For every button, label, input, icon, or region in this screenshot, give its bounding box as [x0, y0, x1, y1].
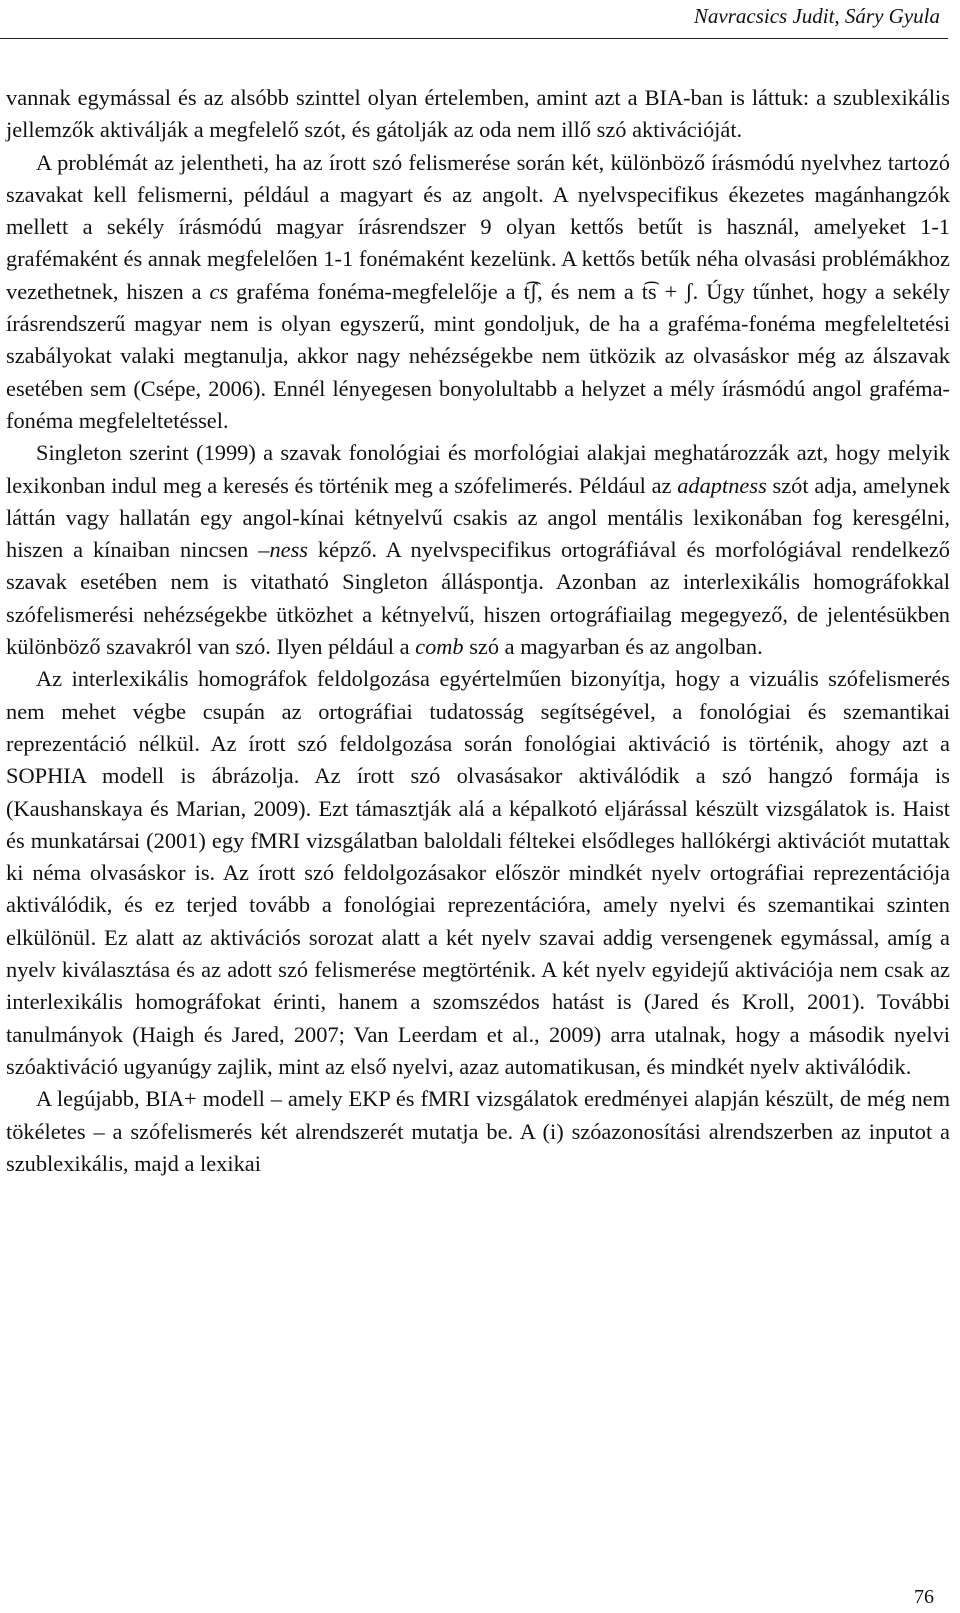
running-header [0, 0, 948, 39]
running-title: Navracsics Judit, Sáry Gyula [693, 4, 940, 28]
paragraph [6, 663, 950, 1083]
paragraph-text: képző. A nyelvspecifikus ortográfiával és morfológiával rendelkező szavak esetében nem is vitatható Singleton álláspontja. Azonban az interlexikális homográfokkal szófelismerési nehézségekbe ütközhet a kétnyelvű, hiszen ortográfiailag megegyező, de jelentésükben különböző szavakról van szó. Ilyen például a [6, 537, 950, 660]
paragraph-text: graféma fonéma-megfelelője a t͡ʃ, és nem a t͡s + ʃ. Úgy tűnhet, hogy a sekély írásrendszerű magyar nem is olyan egyszerű, mint gondoljuk, de ha a graféma-fonéma megfeleltetési szabályokat valaki megtanulja, akkor nagy nehézségekbe nem ütközik az olvasáskor még az álszavak esetében sem (Csépe, 2006). Ennél lényegesen bonyolultabb a helyzet a mély írásmódú angol graféma-fonéma megfeleltetéssel. [6, 278, 950, 433]
italic-term: cs [209, 278, 229, 304]
body-text [6, 82, 950, 1180]
page-number: 76 [914, 1586, 934, 1608]
paragraph-text: szót adja, amelynek láttán vagy hallatán egy angol-kínai kétnyelvű csakis az angol mentális lexikonában fog keresgélni, hiszen a kínaiban nincsen [6, 472, 950, 563]
paragraph-text: A problémát az jelentheti, ha az írott szó felismerése során két, különböző írásmódú nyelvhez tartozó szavakat kell felismerni, például a magyart és az angolt. A nyelvspecifikus ékezetes magánhangzók mellett a sekély írásmódú magyar írásrendszer 9 olyan kettős betűt is használ, amelyeket 1-1 grafémaként és annak megfelelően 1-1 fonémaként kezelünk. A kettős betűk néha olvasási problémákhoz vezethetnek, hiszen a [6, 149, 950, 304]
paragraph [6, 147, 950, 438]
paragraph-text: vannak egymással és az alsóbb szinttel olyan értelemben, amint azt a BIA-ban is láttuk: a szublexikális jellemzők aktiválják a megfelelő szót, és gátolják az oda nem illő szó aktivációját. [6, 85, 950, 143]
italic-term: comb [415, 634, 464, 660]
italic-term: adaptness [677, 472, 767, 498]
paragraph-text: szó a magyarban és az angolban. [463, 634, 763, 660]
italic-term: –ness [258, 537, 309, 563]
paragraph-text: Singleton szerint (1999) a szavak fonológiai és morfológiai alakjai meghatározzák azt, hogy melyik lexikonban indul meg a keresés és történik meg a szófelimerés. Például az [6, 440, 950, 498]
paragraph [6, 437, 950, 663]
paragraph-text: Az interlexikális homográfok feldolgozása egyértelműen bizonyítja, hogy a vizuális szófelismerés nem mehet végbe csupán az ortográfiai tudatosság segítségével, a fonológiai és szemantikai reprezentáció nélkül. Az írott szó feldolgozása során fonológiai aktiváció is történik, ahogy azt a SOPHIA modell is ábrázolja. Az írott szó olvasásakor aktiválódik a szó hangzó formája is (Kaushanskaya és Marian, 2009). Ezt támasztják alá a képalkotó eljárással készült vizsgálatok is. Haist és munkatársai (2001) egy fMRI vizsgálatban baloldali féltekei elsődleges hallókérgi aktivációt mutattak ki néma olvasáskor is. Az írott szó feldolgozásakor először mindkét nyelv ortográfiai reprezentációja aktiválódik, és ez terjed tovább a fonológiai reprezentációra, amely nyelvi és szemantikai szinten elkülönül. Ez alatt az aktivációs sorozat alatt a két nyelv szavai addig versengenek egymással, amíg a nyelv kiválasztása és az adott szó felismerése megtörténik. A két nyelv egyidejű aktivációja nem csak az interlexikális homográfokat érinti, hanem a szomszédos hatást is (Jared és Kroll, 2001). További tanulmányok (Haigh és Jared, 2007; Van Leerdam et al., 2009) arra utalnak, hogy a második nyelvi szóaktiváció ugyanúgy zajlik, mint az első nyelvi, azaz automatikusan, és mindkét nyelv aktiválódik. [6, 666, 950, 1079]
paragraph [6, 82, 950, 147]
paragraph [6, 1083, 950, 1180]
paragraph-text: A legújabb, BIA+ modell – amely EKP és fMRI vizsgálatok eredményei alapján készült, de még nem tökéletes – a szófelismerés két alrendszerét mutatja be. A (i) szóazonosítási alrendszerben az inputot a szublexikális, majd a lexikai [6, 1086, 950, 1176]
